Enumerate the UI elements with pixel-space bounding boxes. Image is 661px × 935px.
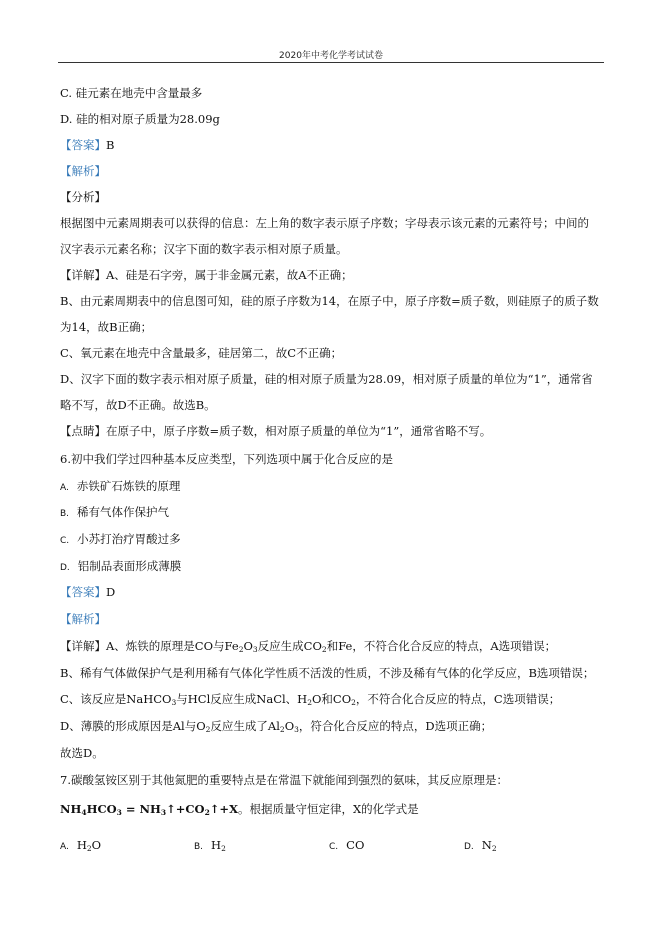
answer-value: D <box>106 585 116 599</box>
dianjing-tag: 【点睛】 <box>60 424 106 438</box>
q5-detail-b-2: 为14，故B正确； <box>60 320 153 334</box>
page-header-title: 2020年中考化学考试试卷 <box>279 51 383 61</box>
q6-answer <box>60 585 115 599</box>
q6-option-b: B. 稀有气体作保护气 <box>60 505 170 519</box>
q5-fenxi-tag: 【分析】 <box>60 190 106 204</box>
q6-analysis-tag: 【解析】 <box>60 612 106 626</box>
dianjing-text: 在原子中，原子序数=质子数，相对原子质量的单位为“1”，通常省略不写。 <box>106 424 492 438</box>
q5-dianjing <box>60 424 491 438</box>
q7-stem: 7.碳酸氢铵区别于其他氮肥的重要特点是在常温下就能闻到强烈的氨味，其反应原理是： <box>60 773 508 787</box>
q6-conclusion: 故选D。 <box>60 746 104 760</box>
q7-option-c: C. CO <box>329 838 365 852</box>
q7-option-b: B. $H_2$ <box>194 838 226 853</box>
chemical-equation: $NH_4HCO_3$ = $NH_3↑+CO_2↑+X$ <box>60 802 238 817</box>
q5-fenxi-line-2: 汉字表示元素名称；汉字下面的数字表示相对原子质量。 <box>60 242 348 256</box>
q5-detail-d-1: D、汉字下面的数字表示相对原子质量，硅的相对原子质量为28.09，相对原子质量的单位为“1”，通常省 <box>60 372 593 386</box>
q5-detail-b-1: B、由元素周期表中的信息图可知，硅的原子序数为14，在原子中，原子序数=质子数，则硅原子的质子数 <box>60 294 599 308</box>
q6-stem: 6.初中我们学过四种基本反应类型，下列选项中属于化合反应的是 <box>60 452 393 466</box>
q6-option-a: A. 赤铁矿石炼铁的原理 <box>60 479 181 493</box>
detail-tag: 【详解】 <box>60 639 106 653</box>
answer-tag: 【答案】 <box>60 585 106 599</box>
q6-detail-a: 【详解】A、炼铁的原理是CO与$Fe_2O_3$反应生成$CO_2$和Fe，不符合化合反应的特点，A选项错误； <box>60 639 557 654</box>
q5-answer <box>60 138 114 152</box>
q5-option-d: D. 硅的相对原子质量为28.09g <box>60 112 220 126</box>
header-divider <box>58 62 604 63</box>
q7-option-d: D. $N_2$ <box>464 838 497 853</box>
q6-option-d: D. 铝制品表面形成薄膜 <box>60 559 182 573</box>
q7-option-a: A. $H_2O$ <box>60 838 102 853</box>
detail-a-text: A、硅是石字旁，属于非金属元素，故A不正确； <box>106 268 353 282</box>
q5-analysis-tag: 【解析】 <box>60 164 106 178</box>
q7-equation-line: $NH_4HCO_3$ = $NH_3↑+CO_2↑+X$。根据质量守恒定律，X的化学式是 <box>60 802 419 817</box>
detail-tag: 【详解】 <box>60 268 106 282</box>
answer-tag: 【答案】 <box>60 138 106 152</box>
q6-detail-d: D、薄膜的形成原因是Al与$O_2$反应生成了$Al_2O_3$，符合化合反应的特点，D选项正确； <box>60 719 493 734</box>
q5-fenxi-line-1: 根据图中元素周期表可以获得的信息：左上角的数字表示原子序数；字母表示该元素的元素符号；中间的 <box>60 216 589 230</box>
q5-detail-d-2: 略不写，故D不正确。故选B。 <box>60 398 216 412</box>
q6-option-c: C. 小苏打治疗胃酸过多 <box>60 532 181 546</box>
q6-detail-b: B、稀有气体做保护气是利用稀有气体化学性质不活泼的性质，不涉及稀有气体的化学反应，B选项错误； <box>60 666 595 680</box>
q6-detail-c: C、该反应是NaHCO$_3$与HCl反应生成NaCl、$H_2O$和$CO_2$，不符合化合反应的特点，C选项错误； <box>60 692 561 707</box>
answer-value: B <box>106 138 115 152</box>
q5-detail-a <box>60 268 353 282</box>
q5-option-c: C. 硅元素在地壳中含量最多 <box>60 86 203 100</box>
q5-detail-c: C、氧元素在地壳中含量最多，硅居第二，故C不正确； <box>60 346 343 360</box>
